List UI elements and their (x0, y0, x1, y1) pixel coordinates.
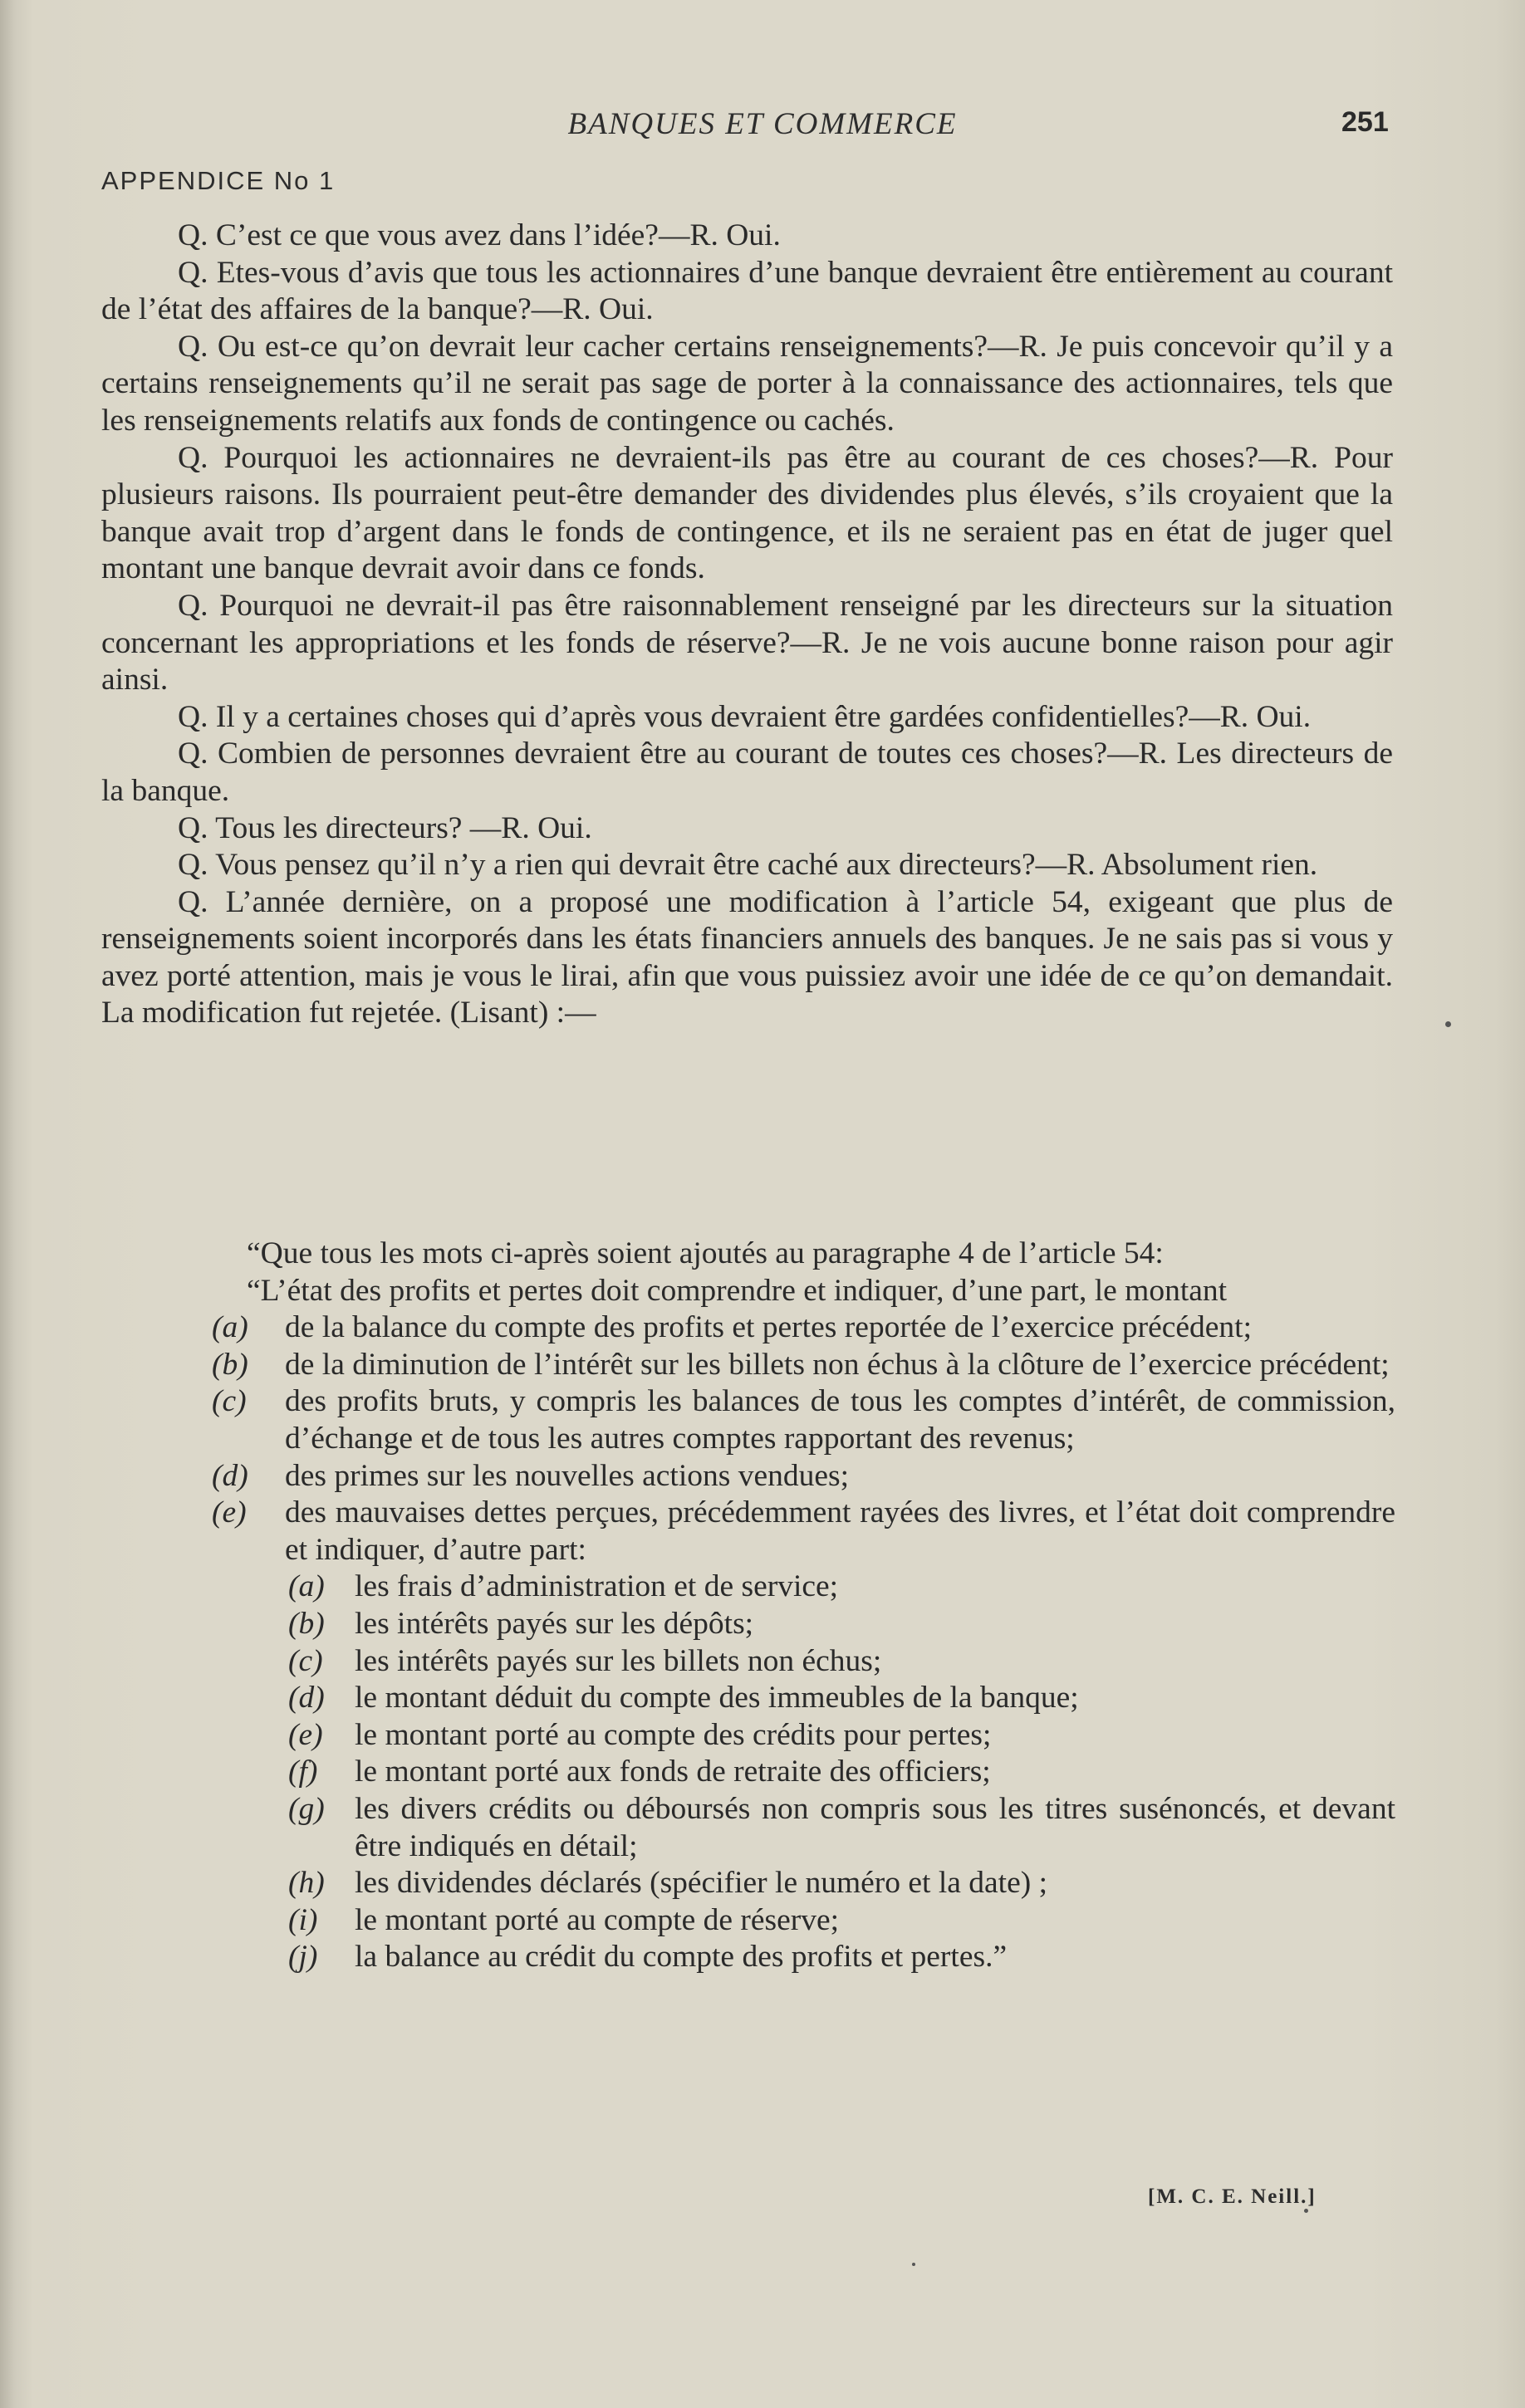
running-title: BANQUES ET COMMERCE (567, 107, 958, 141)
sub-item-text: le montant porté au compte de réserve; (355, 1902, 840, 1937)
list-item (212, 1458, 1395, 1495)
sub-item-text: le montant déduit du compte des immeubles de la banque; (355, 1681, 1079, 1715)
sub-item-text: la balance au crédit du compte des profits et pertes.” (355, 1940, 1008, 1975)
paragraph: Q. Pourquoi les actionnaires ne devraient-ils pas être au courant de ces choses?—R. Pour plusieurs raisons. Ils pourraient peut-être demander des dividendes plus élevés, s’ils croyaient que la banque avait trop d’argent dans le fonds de contingence, et ils ne seraient pas en état de juger quel montant une banque devrait avoir dans ce fonds. (101, 440, 1393, 586)
sub-item-text: les intérêts payés sur les dépôts; (355, 1606, 754, 1641)
paragraph: Q. Tous les directeurs? —R. Oui. (178, 810, 592, 845)
item-letter: (d) (212, 1458, 248, 1493)
paragraph: Q. Ou est-ce qu’on devrait leur cacher certains renseignements?—R. Je puis concevoir qu’il y a certains renseignements qu’il ne serait pas sage de porter à la connaissance des actionnaires, tels que les renseignements relatifs aux fonds de contingence ou cachés. (101, 329, 1393, 438)
sub-list-item (288, 1754, 1395, 1791)
sub-item-letter: (b) (288, 1606, 325, 1641)
sub-list-item (288, 1791, 1395, 1865)
item-text: des mauvaises dettes perçues, précédemment rayées des livres, et l’état doit comprendre et indiquer, d’autre part: (285, 1495, 1395, 1567)
item-letter: (e) (212, 1495, 247, 1530)
paragraph: Q. Etes-vous d’avis que tous les actionnaires d’une banque devraient être entièrement au courant de l’état des affaires de la banque?—R. Oui. (101, 255, 1393, 327)
item-letter: (c) (212, 1384, 247, 1419)
sub-item-letter: (i) (288, 1902, 318, 1937)
item-letter: (b) (212, 1347, 248, 1382)
sub-item-letter: (j) (288, 1940, 318, 1975)
paragraph: Q. L’année dernière, on a proposé une modification à l’article 54, exigeant que plus de renseignements soient incorporés dans les états financiers annuels des banques. Je ne sais pas si vous y avez porté attention, mais je vous le lirai, afin que vous puissiez avoir une idée de ce qu’on demandait. La modification fut rejetée. (Lisant) :— (101, 884, 1393, 1030)
paragraph: Q. Combien de personnes devraient être au courant de toutes ces choses?—R. Les directeurs de la banque. (101, 737, 1393, 808)
sub-list-item (288, 1939, 1395, 1976)
sub-item-text: les divers crédits ou déboursés non compris sous les titres susénoncés, et devant être indiqués en détail; (355, 1791, 1395, 1863)
sub-item-letter: (e) (288, 1717, 323, 1752)
paragraph: Q. C’est ce que vous avez dans l’idée?—R. Oui. (178, 218, 781, 252)
sub-item-text: les frais d’administration et de service; (355, 1569, 839, 1604)
quote-intro: “Que tous les mots ci-après soient ajoutés au paragraphe 4 de l’article 54: (247, 1236, 1164, 1270)
sub-item-letter: (g) (288, 1791, 325, 1826)
attribution: [M. C. E. Neill.] (1148, 2185, 1317, 2208)
page-number: 251 (1341, 106, 1389, 138)
print-speck (1304, 2209, 1308, 2213)
item-text: de la balance du compte des profits et pertes reportée de l’exercice précédent; (285, 1310, 1252, 1345)
item-text: de la diminution de l’intérêt sur les billets non échus à la clôture de l’exercice précédent; (285, 1347, 1390, 1382)
list-item (212, 1383, 1395, 1457)
sub-item-letter: (h) (288, 1866, 325, 1901)
sub-item-letter: (f) (288, 1755, 318, 1789)
sub-list-item (288, 1680, 1395, 1717)
print-speck (1445, 1021, 1451, 1027)
sub-list-item (288, 1643, 1395, 1681)
sub-list-item (288, 1606, 1395, 1643)
sub-item-text: les dividendes déclarés (spécifier le numéro et la date) ; (355, 1866, 1048, 1901)
sub-item-letter: (c) (288, 1643, 323, 1678)
item-text: des profits bruts, y compris les balances de tous les comptes d’intérêt, de commission, d’échange et de tous les autres comptes rapportant des revenus; (285, 1384, 1395, 1456)
sub-list-item (288, 1717, 1395, 1755)
sub-item-text: les intérêts payés sur les billets non échus; (355, 1643, 882, 1678)
sub-item-letter: (d) (288, 1681, 325, 1715)
print-speck (912, 2263, 915, 2266)
sub-item-letter: (a) (288, 1569, 325, 1604)
sub-list-item (288, 1902, 1395, 1940)
item-text: des primes sur les nouvelles actions vendues; (285, 1458, 850, 1493)
item-letter: (a) (212, 1310, 248, 1345)
paragraph: Q. Vous pensez qu’il n’y a rien qui devrait être caché aux directeurs?—R. Absolument rien. (178, 848, 1318, 883)
appendix-label: APPENDICE No 1 (101, 166, 336, 195)
sub-list-item (288, 1569, 1395, 1606)
paragraph: Q. Il y a certaines choses qui d’après vous devraient être gardées confidentielles?—R. Oui. (178, 699, 1312, 734)
sub-list-item (288, 1865, 1395, 1902)
list-item (212, 1495, 1395, 1569)
interview-body (101, 218, 1393, 1032)
list-item (212, 1347, 1395, 1384)
sub-item-text: le montant porté au compte des crédits pour pertes; (355, 1717, 992, 1752)
list-item (212, 1309, 1395, 1347)
quoted-amendment (212, 1236, 1395, 1976)
sub-item-text: le montant porté aux fonds de retraite des officiers; (355, 1755, 991, 1789)
paragraph: Q. Pourquoi ne devrait-il pas être raisonnablement renseigné par les directeurs sur la situation concernant les appropriations et les fonds de réserve?—R. Je ne vois aucune bonne raison pour agir ainsi. (101, 588, 1393, 697)
quote-intro: “L’état des profits et pertes doit comprendre et indiquer, d’une part, le montant (247, 1273, 1228, 1308)
